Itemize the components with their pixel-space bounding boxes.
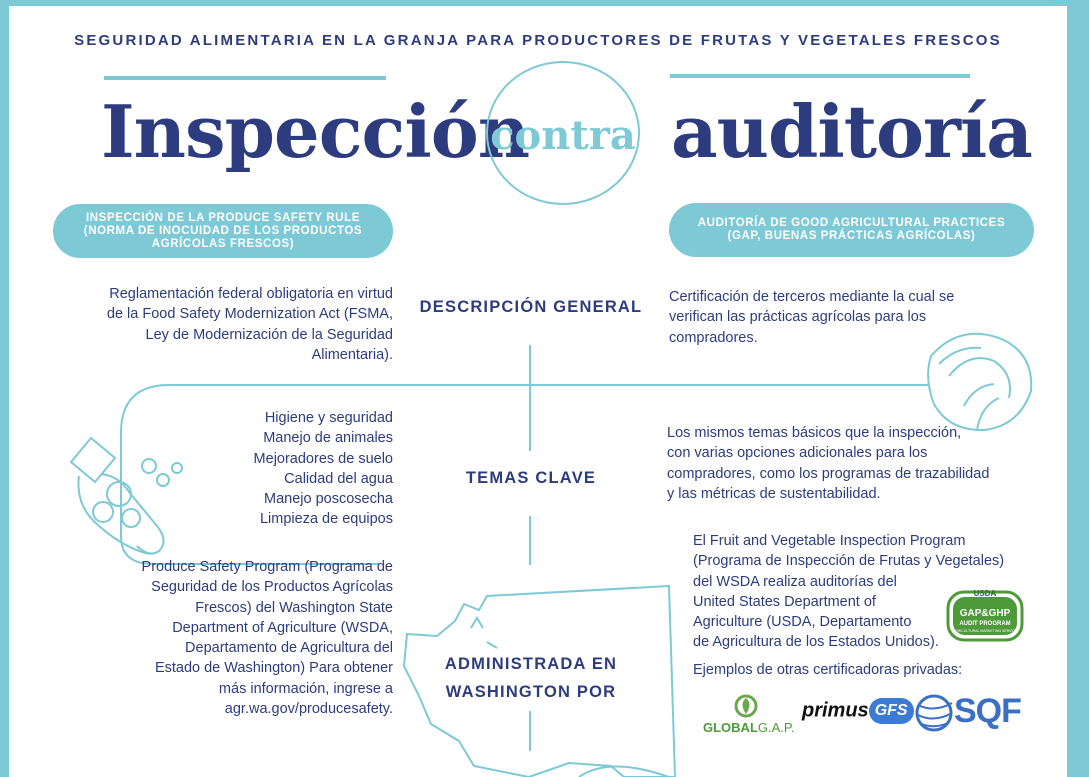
text-line: United States Department of — [693, 593, 876, 610]
handwashing-icon — [71, 438, 182, 554]
sqf-wordmark: SQF — [954, 692, 1021, 730]
text-line: de la Food Safety Modernization Act (FSMA, — [106, 306, 393, 323]
usda-badge-top: USDA — [973, 589, 997, 598]
text-line: Alimentaria). — [311, 346, 393, 363]
admin-inspection-text — [119, 557, 393, 719]
primus-word: primus — [802, 699, 869, 722]
other-certifiers-label: Ejemplos de otras certificadoras privadas: — [693, 662, 963, 678]
gfs-badge: GFS — [869, 698, 914, 724]
overview-inspection-text — [59, 284, 393, 365]
globalgap-suffix: G.A.P. — [757, 720, 795, 735]
text-line: Certificación de terceros mediante la cual se — [669, 289, 955, 305]
text-line: El Fruit and Vegetable Inspection Program — [693, 533, 966, 549]
topics-label: TEMAS CLAVE — [465, 469, 597, 487]
topic-item: Calidad del agua — [284, 470, 393, 487]
topics-audit-text — [667, 423, 1027, 504]
topic-item: Manejo poscosecha — [264, 491, 393, 508]
topic-item: Limpieza de equipos — [259, 511, 393, 528]
text-line: Frescos) del Washington State — [195, 599, 393, 616]
page — [9, 6, 1067, 777]
topic-item: Manejo de animales — [263, 430, 393, 447]
overview-label: DESCRIPCIÓN GENERAL — [419, 298, 643, 316]
globalgap-wordmark — [703, 720, 795, 735]
text-line: de Agricultura de los Estados Unidos). — [693, 634, 939, 651]
text-line: Seguridad de los Productos Agrícolas — [151, 579, 393, 596]
usda-badge-sub: AUDIT PROGRAM — [959, 621, 1011, 627]
audit-pill-line: (GAP, BUENAS PRÁCTICAS AGRÍCOLAS) — [727, 230, 976, 242]
topic-item: Higiene y seguridad — [264, 410, 393, 426]
admin-label — [437, 650, 625, 706]
text-line: (Programa de Inspección de Frutas y Vegetales) — [693, 553, 1005, 570]
audit-pill-line: AUDITORÍA DE GOOD AGRICULTURAL PRACTICES — [697, 217, 1006, 229]
text-line: Department of Agriculture (WSDA, — [172, 619, 393, 636]
text-line: compradores, como los programas de trazabilidad — [667, 465, 990, 482]
text-line: Produce Safety Program (Programa de — [141, 559, 393, 575]
inspection-pill-line: AGRÍCOLAS FRESCOS) — [151, 237, 295, 250]
sqf-globe-icon — [912, 691, 958, 733]
website-link-text[interactable]: agr.wa.gov/producesafety. — [224, 701, 393, 718]
globalgap-leaf-icon — [733, 694, 759, 718]
audit-pill — [669, 203, 1034, 257]
text-line: Los mismos temas básicos que la inspección, — [667, 425, 962, 441]
text-line: Reglamentación federal obligatoria en virtud — [109, 286, 393, 302]
header-rule-left — [104, 76, 386, 80]
label-line: ADMINISTRADA EN — [444, 655, 618, 673]
text-line: con varias opciones adicionales para los — [667, 445, 928, 462]
title-audit: auditoría — [671, 89, 1032, 174]
title-contra: contra — [490, 112, 636, 159]
text-line: y las métricas de sustentabilidad. — [667, 485, 881, 502]
text-line: Ley de Modernización de la Seguridad — [145, 326, 393, 343]
section-divider-2 — [579, 767, 669, 777]
usda-badge-main: GAP&GHP — [959, 608, 1011, 619]
inspection-pill-line: INSPECCIÓN DE LA PRODUCE SAFETY RULE — [85, 211, 360, 224]
globalgap-logo — [699, 694, 799, 738]
text-line: Departamento de Agricultura del — [185, 640, 393, 657]
usda-gap-ghp-badge — [945, 584, 1025, 646]
overview-audit-text — [669, 287, 999, 348]
inspection-pill — [53, 204, 393, 258]
lettuce-icon — [928, 334, 1031, 430]
kicker-heading: SEGURIDAD ALIMENTARIA EN LA GRANJA PARA PRODUCTORES DE FRUTAS Y VEGETALES FRESCOS — [74, 32, 1002, 49]
topics-inspection-list — [189, 408, 393, 530]
title-inspection: Inspección — [101, 89, 530, 174]
primusgfs-logo — [802, 698, 914, 734]
text-line: Estado de Washington) Para obtener — [154, 660, 393, 677]
sqf-logo — [912, 689, 1024, 735]
text-line: Agriculture (USDA, Departamento — [693, 614, 912, 631]
inspection-pill-line: (NORMA DE INOCUIDAD DE LOS PRODUCTOS — [83, 224, 363, 237]
label-line: WASHINGTON POR — [445, 683, 617, 701]
usda-badge-small: AGRICULTURAL MARKETING SERVICE — [952, 629, 1018, 633]
text-line: del WSDA realiza auditorías del — [693, 573, 897, 590]
text-line: verifican las prácticas agrícolas para los — [669, 309, 927, 326]
globalgap-word: GLOBAL — [703, 720, 758, 735]
topic-item: Mejoradores de suelo — [253, 450, 393, 467]
header-rule-right — [670, 74, 970, 78]
text-line: compradores. — [669, 329, 758, 346]
text-line: más información, ingrese a — [218, 680, 393, 697]
